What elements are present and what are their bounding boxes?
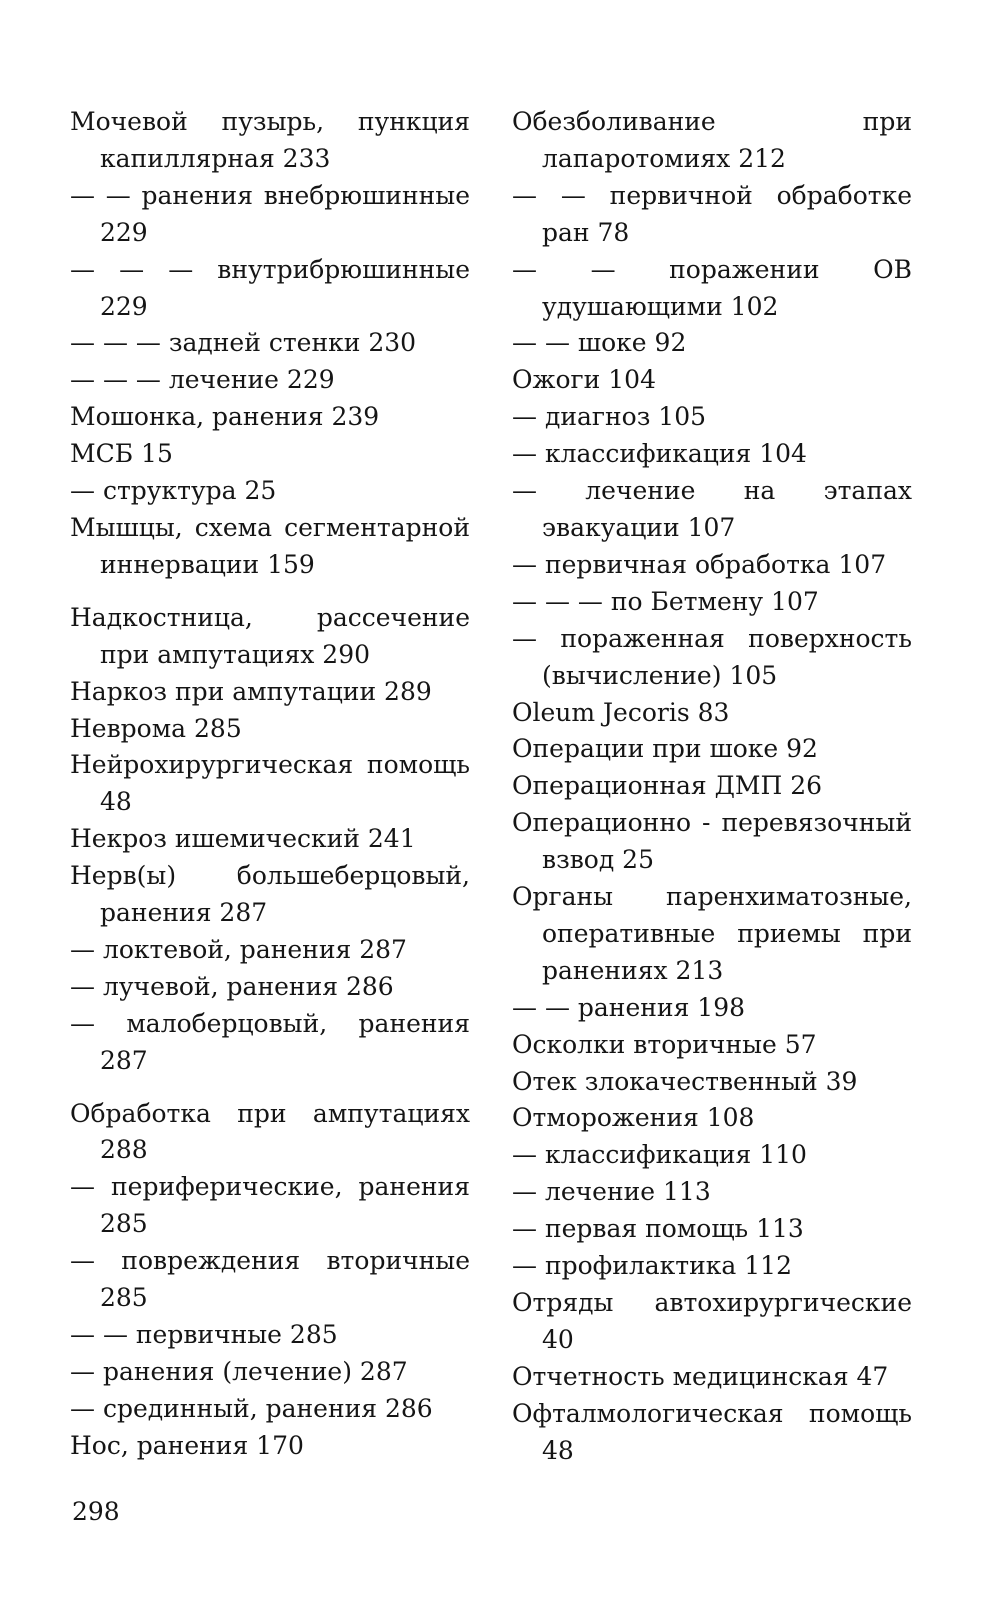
index-entry: — срединный, ранения 286 bbox=[70, 1393, 433, 1423]
index-entry: — — ранения 198 bbox=[512, 992, 746, 1022]
index-entry: — профилактика 112 bbox=[512, 1251, 792, 1281]
index-entry: — ранения (лечение) 287 bbox=[70, 1356, 408, 1386]
index-entry: Надкостница, рассечение при ампутациях 290 bbox=[70, 602, 470, 669]
index-entry: — повреждения вторичные 285 bbox=[70, 1246, 470, 1313]
index-entry: Отморожения 108 bbox=[512, 1103, 755, 1133]
index-entry: Наркоз при ампутации 289 bbox=[70, 676, 432, 706]
index-entry: — — поражении ОВ удушающими 102 bbox=[512, 254, 912, 321]
index-entry: — — — задней стенки 230 bbox=[70, 328, 417, 358]
index-entry: Отек злокачественный 39 bbox=[512, 1066, 858, 1096]
index-entry: Ожоги 104 bbox=[512, 365, 656, 395]
index-entry: Осколки вторичные 57 bbox=[512, 1029, 817, 1059]
index-column-left bbox=[70, 104, 470, 1465]
page-number: 298 bbox=[72, 1497, 120, 1526]
index-entry: Неврома 285 bbox=[70, 713, 242, 743]
index-entry: — структура 25 bbox=[70, 476, 277, 506]
index-entry: Некроз ишемический 241 bbox=[70, 824, 416, 854]
index-entry: — классификация 104 bbox=[512, 439, 807, 469]
index-entry: Обработка при ампутациях 288 bbox=[70, 1098, 470, 1165]
index-entry: Операции при шоке 92 bbox=[512, 734, 818, 764]
index-entry: Операционная ДМП 26 bbox=[512, 771, 823, 801]
index-entry: — — первичной обработке ран 78 bbox=[512, 180, 912, 247]
index-entry: Отчетность медицинская 47 bbox=[512, 1361, 889, 1391]
index-entry: Нос, ранения 170 bbox=[70, 1430, 304, 1460]
index-entry: Мошонка, ранения 239 bbox=[70, 402, 380, 432]
index-entry: — — — лечение 229 bbox=[70, 365, 335, 395]
index-entry: — классификация 110 bbox=[512, 1140, 807, 1170]
index-entry: — локтевой, ранения 287 bbox=[70, 934, 407, 964]
index-entry: Нерв(ы) большеберцовый, ранения 287 bbox=[70, 861, 470, 928]
index-entry: — — — по Бетмену 107 bbox=[512, 586, 819, 616]
index-entry: — — первичные 285 bbox=[70, 1320, 338, 1349]
index-entry: — — шоке 92 bbox=[512, 328, 687, 358]
index-column-right bbox=[512, 104, 912, 1470]
index-entry: — первая помощь 113 bbox=[512, 1214, 804, 1244]
index-entry: Операционно - перевязочный взвод 25 bbox=[512, 808, 912, 875]
index-entry: — пораженная поверхность (вычисление) 105 bbox=[512, 623, 912, 690]
index-entry: — малоберцовый, ранения 287 bbox=[70, 1008, 470, 1075]
index-entry: Офталмологическая помощь 48 bbox=[512, 1398, 912, 1465]
index-entry: — — ранения внебрюшинные 229 bbox=[70, 180, 470, 247]
index-entry: Oleum Jecoris 83 bbox=[512, 697, 730, 727]
index-entry: — первичная обработка 107 bbox=[512, 549, 887, 579]
index-entry: Мышцы, схема сегментарной иннервации 159 bbox=[70, 512, 470, 579]
index-entry: МСБ 15 bbox=[70, 439, 173, 469]
index-entry: — периферические, ранения 285 bbox=[70, 1172, 470, 1239]
index-entry: Органы паренхиматозные, оперативные приемы при ранениях 213 bbox=[512, 882, 912, 985]
index-entry: Мочевой пузырь, пункция капиллярная 233 bbox=[70, 107, 470, 173]
index-entry: — лечение 113 bbox=[512, 1177, 711, 1207]
index-entry: Обезболивание при лапаротомиях 212 bbox=[512, 107, 912, 173]
index-entry: — лечение на этапах эвакуации 107 bbox=[512, 476, 912, 542]
index-entry: — — — внутрибрюшинные 229 bbox=[70, 254, 470, 321]
index-entry: — диагноз 105 bbox=[512, 402, 707, 432]
index-entry: — лучевой, ранения 286 bbox=[70, 971, 394, 1001]
index-entry: Нейрохирургическая помощь 48 bbox=[70, 750, 470, 817]
index-entry: Отряды автохирургические 40 bbox=[512, 1288, 912, 1354]
